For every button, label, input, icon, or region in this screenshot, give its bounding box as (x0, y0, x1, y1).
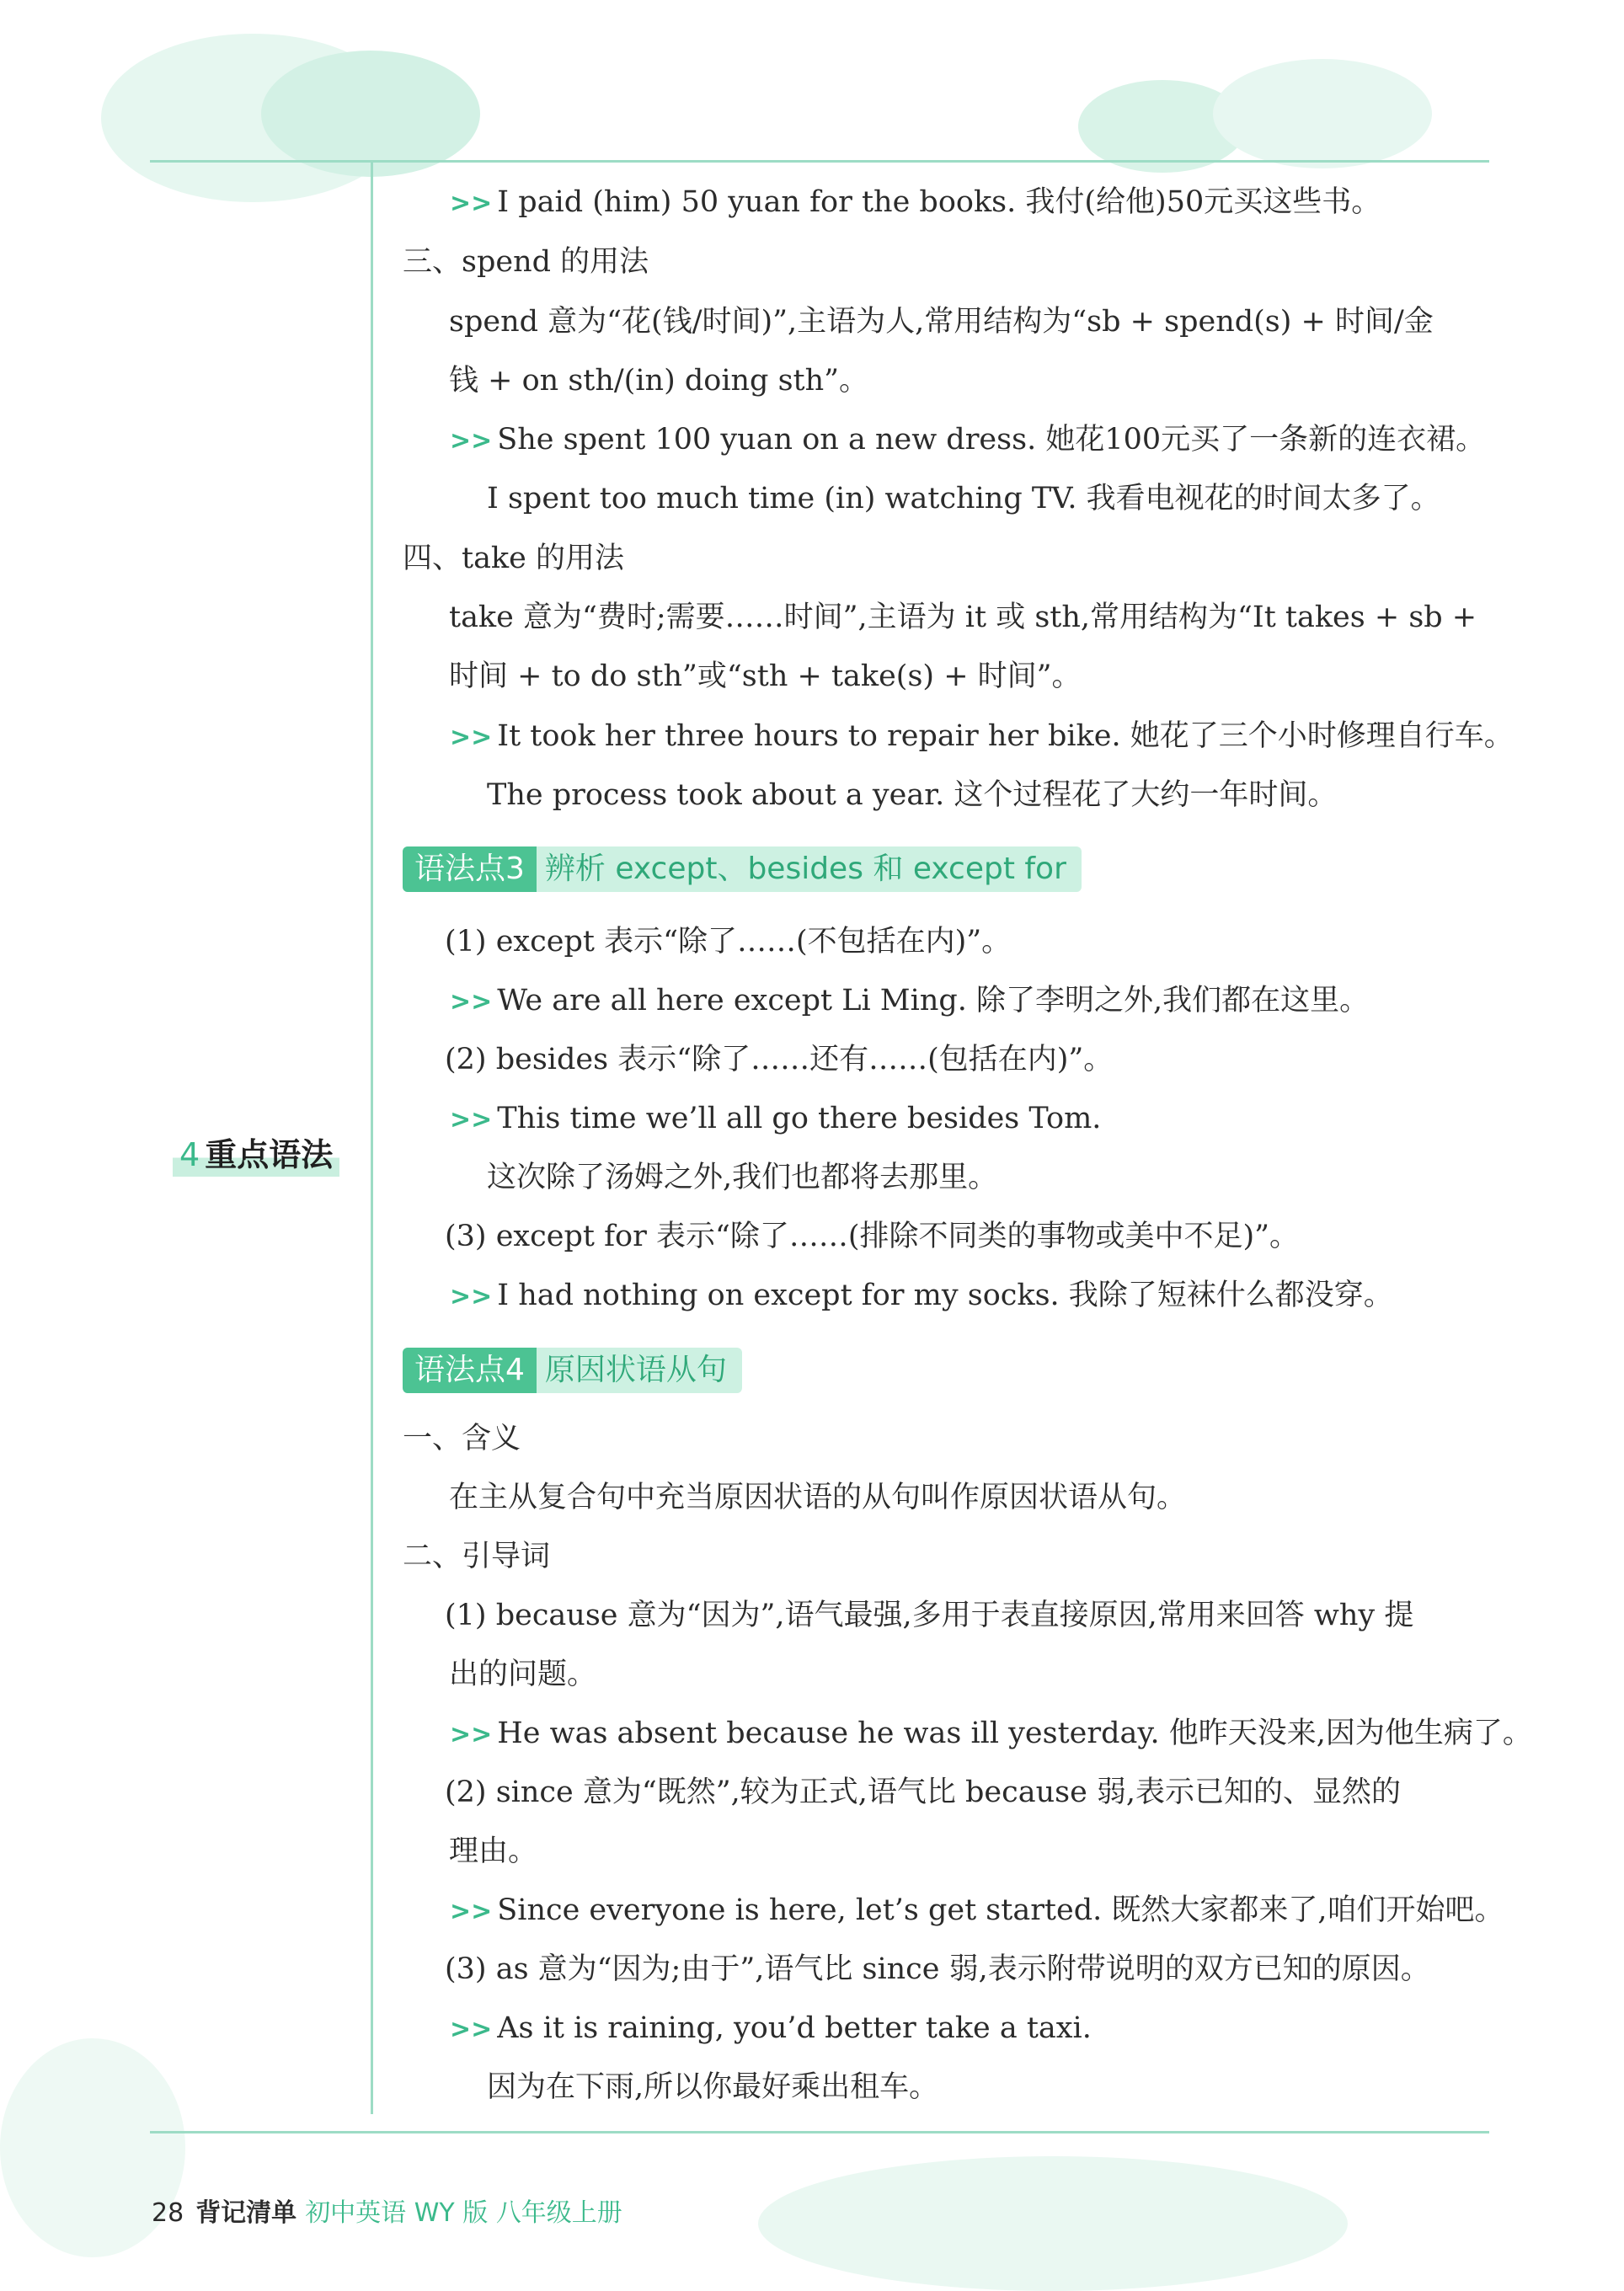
double-chevron-icon: >> (450, 1282, 493, 1311)
text-line: take 意为“费时;需要……时间”,主语为 it 或 sth,常用结构为“It takes + sb + (449, 601, 1477, 634)
double-chevron-icon: >> (450, 987, 493, 1017)
text-line: >> As it is raining, you’d better take a taxi. (450, 2011, 1092, 2045)
text-line: 一、含义 (403, 1422, 521, 1455)
grammar-point-tag: 语法点3 (403, 846, 537, 892)
text-line: >> I paid (him) 50 yuan for the books. 我付(给他)50元买这些书。 (450, 185, 1381, 219)
section-number: 4 (179, 1136, 200, 1173)
grammar-point-heading (403, 846, 1082, 892)
text-line: (2) since 意为“既然”,较为正式,语气比 because 弱,表示已知的、显然的 (445, 1776, 1402, 1809)
text-line: (1) except 表示“除了……(不包括在内)”。 (445, 925, 1012, 959)
grammar-point-heading (403, 1348, 742, 1393)
double-chevron-icon: >> (450, 723, 493, 752)
book-grade: 八年级上册 (495, 2198, 622, 2228)
text-line: 这次除了汤姆之外,我们也都将去那里。 (487, 1161, 998, 1194)
text-line: >> We are all here except Li Ming. 除了李明之外,我们都在这里。 (450, 984, 1370, 1017)
cloud-decoration (1213, 59, 1432, 168)
text-line: 三、spend 的用法 (403, 245, 649, 279)
text-line: The process took about a year. 这个过程花了大约一年时间。 (487, 778, 1338, 812)
section-title: 重点语法 (205, 1136, 334, 1173)
double-chevron-icon: >> (450, 189, 493, 218)
text-line: >> It took her three hours to repair her bike. 她花了三个小时修理自行车。 (450, 719, 1514, 753)
text-line: spend 意为“花(钱/时间)”,主语为人,常用结构为“sb + spend(s) + 时间/金 (449, 305, 1434, 339)
text-line: (3) as 意为“因为;由于”,语气比 since 弱,表示附带说明的双方已知的原因。 (445, 1952, 1430, 1986)
text-line: 理由。 (449, 1834, 538, 1868)
section-label (173, 1127, 339, 1177)
text-line: >> I had nothing on except for my socks. 我除了短袜什么都没穿。 (450, 1279, 1393, 1312)
grammar-point-title: 辨析 except、besides 和 except for (544, 852, 1066, 886)
cloud-decoration (261, 51, 480, 177)
text-line: 钱 + on sth/(in) doing sth”。 (449, 364, 869, 398)
double-chevron-icon: >> (450, 1720, 493, 1749)
text-line: I spent too much time (in) watching TV. 我看电视花的时间太多了。 (487, 482, 1440, 515)
text-line: >> He was absent because he was ill yesterday. 他昨天没来,因为他生病了。 (450, 1717, 1532, 1750)
cloud-decoration (758, 2156, 1348, 2291)
book-brand: 背记清单 (195, 2198, 297, 2228)
text-line: (2) besides 表示“除了……还有……(包括在内)”。 (445, 1043, 1114, 1076)
text-line: 时间 + to do sth”或“sth + take(s) + 时间”。 (449, 660, 1082, 693)
text-line: 因为在下雨,所以你最好乘出租车。 (487, 2070, 939, 2104)
double-chevron-icon: >> (450, 426, 493, 456)
double-chevron-icon: >> (450, 2015, 493, 2044)
page-number: 28 (152, 2198, 184, 2228)
text-line: 二、引导词 (403, 1540, 551, 1573)
book-edition: WY 版 (414, 2198, 489, 2228)
double-chevron-icon: >> (450, 1105, 493, 1135)
grammar-point-tag: 语法点4 (403, 1348, 537, 1393)
text-line: 出的问题。 (449, 1658, 597, 1691)
text-line: (3) except for 表示“除了……(排除不同类的事物或美中不足)”。 (445, 1220, 1300, 1253)
book-subject: 初中英语 (305, 2198, 407, 2228)
bottom-rule (150, 2131, 1489, 2133)
text-line: >> Since everyone is here, let’s get started. 既然大家都来了,咱们开始吧。 (450, 1893, 1504, 1927)
grammar-point-title: 原因状语从句 (544, 1353, 727, 1387)
page-footer (152, 2192, 622, 2229)
text-line: 在主从复合句中充当原因状语的从句叫作原因状语从句。 (449, 1481, 1187, 1514)
text-line: >> She spent 100 yuan on a new dress. 她花100元买了一条新的连衣裙。 (450, 423, 1486, 457)
double-chevron-icon: >> (450, 1897, 493, 1926)
column-divider (371, 160, 373, 2114)
top-rule (150, 160, 1489, 163)
text-line: (1) because 意为“因为”,语气最强,多用于表直接原因,常用来回答 why 提 (445, 1599, 1414, 1632)
text-line: >> This time we’ll all go there besides Tom. (450, 1102, 1102, 1135)
text-line: 四、take 的用法 (403, 542, 624, 575)
